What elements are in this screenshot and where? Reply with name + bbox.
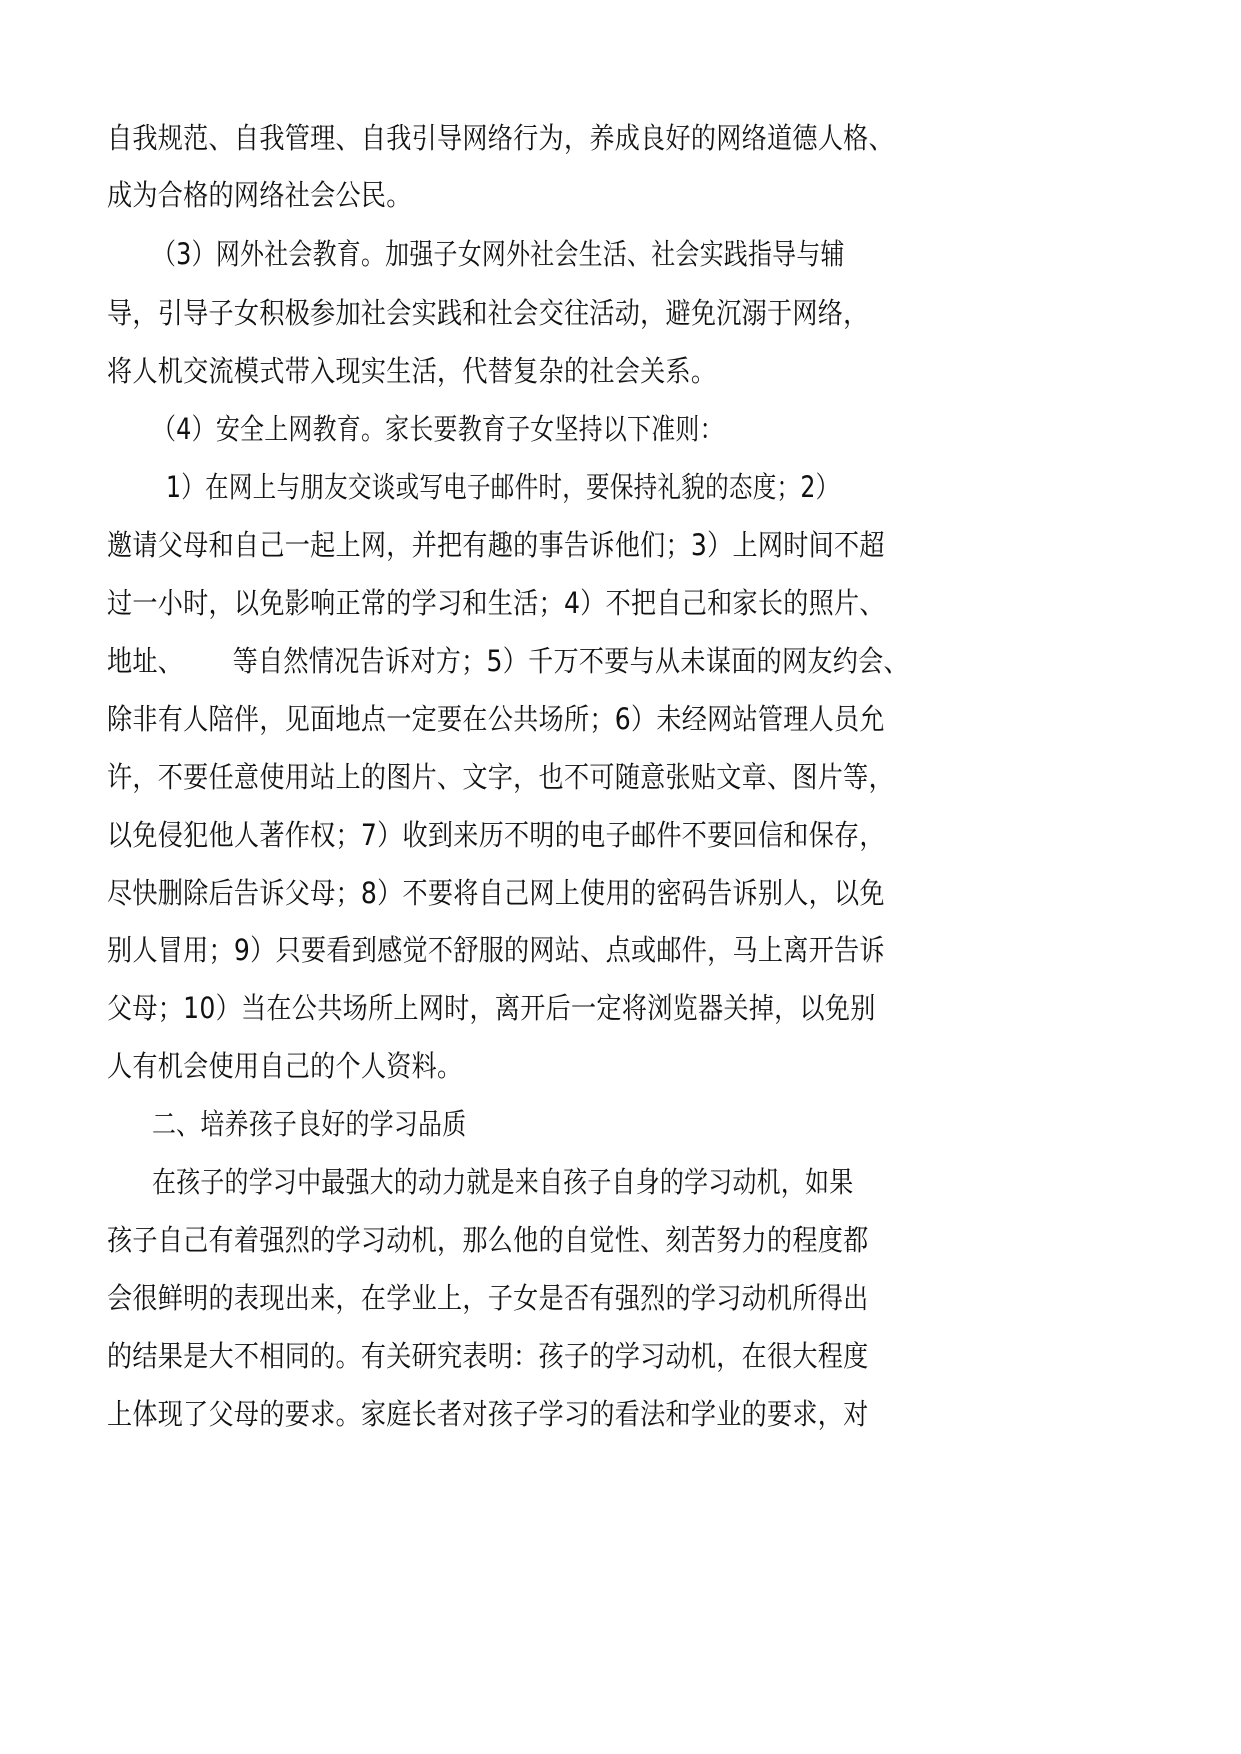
text-line: 除非有人陪伴，见面地点一定要在公共场所；6）未经网站管理人员允 — [107, 702, 885, 736]
text-line: 的结果是大不相同的。有关研究表明：孩子的学习动机，在很大程度 — [107, 1339, 869, 1373]
text-line: 在孩子的学习中最强大的动力就是来自孩子自身的学习动机，如果 — [152, 1165, 854, 1199]
text-line: 许，不要任意使用站上的图片、文字，也不可随意张贴文章、图片等， — [107, 760, 894, 794]
text-line: 孩子自己有着强烈的学习动机，那么他的自觉性、刻苦努力的程度都 — [107, 1223, 869, 1257]
text-line: 地址、 等自然情况告诉对方；5）千万不要与从未谋面的网友约会、 — [107, 644, 909, 678]
text-line: 以免侵犯他人著作权；7）收到来历不明的电子邮件不要回信和保存， — [107, 818, 885, 852]
text-line: 父母；10）当在公共场所上网时，离开后一定将浏览器关掉，以免别 — [107, 991, 876, 1025]
text-line: 会很鲜明的表现出来，在学业上，子女是否有强烈的学习动机所得出 — [107, 1281, 869, 1315]
text-line: 邀请父母和自己一起上网，并把有趣的事告诉他们；3）上网时间不超 — [107, 528, 885, 562]
text-line: 过一小时，以免影响正常的学习和生活；4）不把自己和家长的照片、 — [107, 586, 885, 620]
text-line: 导，引导子女积极参加社会实践和社会交往活动，避免沉溺于网络， — [107, 296, 869, 330]
text-line: 将人机交流模式带入现实生活，代替复杂的社会关系。 — [107, 354, 717, 388]
text-line: 别人冒用；9）只要看到感觉不舒服的网站、点或邮件，马上离开告诉 — [107, 933, 885, 967]
text-line: 成为合格的网络社会公民。 — [107, 178, 412, 212]
text-line: 上体现了父母的要求。家庭长者对孩子学习的看法和学业的要求，对 — [107, 1397, 869, 1431]
text-line: （3）网外社会教育。加强子女网外社会生活、社会实践指导与辅 — [152, 237, 845, 271]
text-line: 1）在网上与朋友交谈或写电子邮件时，要保持礼貌的态度；2） — [166, 470, 840, 504]
text-line: 自我规范、自我管理、自我引导网络行为，养成良好的网络道德人格、 — [107, 121, 894, 155]
text-line: （4）安全上网教育。家长要教育子女坚持以下准则： — [152, 412, 724, 446]
section-heading: 二、培养孩子良好的学习品质 — [152, 1107, 467, 1141]
text-line: 人有机会使用自己的个人资料。 — [107, 1049, 463, 1083]
text-line: 尽快删除后告诉父母；8）不要将自己网上使用的密码告诉别人，以免 — [107, 876, 885, 910]
